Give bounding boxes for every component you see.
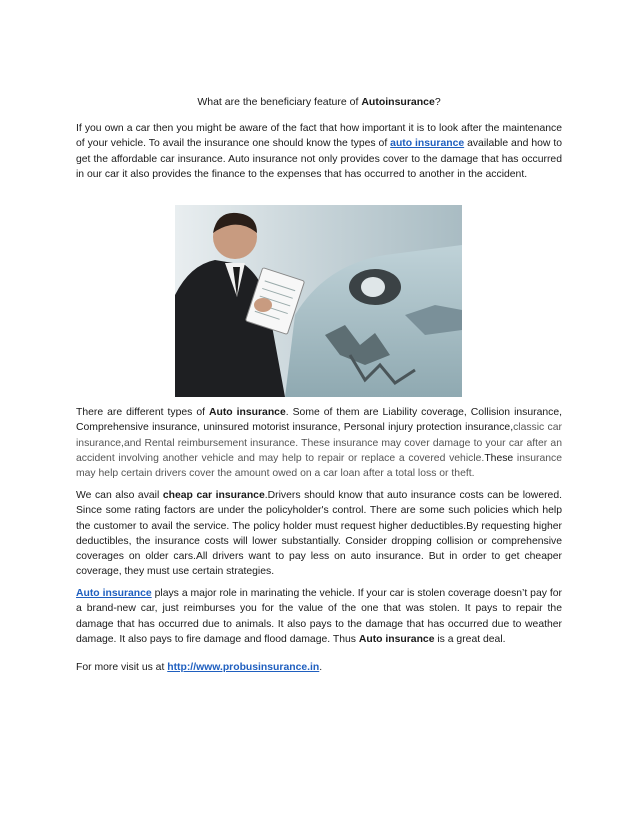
auto-insurance-link[interactable]: auto insurance bbox=[390, 138, 465, 150]
role-paragraph: Auto insurance plays a major role in marinating the vehicle. If your car is stolen coverage doesn’t pay for a brand-new car, just reimburses you for the value of the one that was stolen. It pays to repair the damage that has occurred due to animals. It also pays to the damage that has occurred due to weather damage. It also pays to fire damage and flood damage. Thus Auto insurance is a great deal. bbox=[76, 588, 562, 645]
website-link[interactable]: http://www.probusinsurance.in bbox=[167, 662, 320, 673]
title-bold: Autoinsurance bbox=[361, 96, 435, 108]
document-title: What are the beneficiary feature of Autoinsurance? bbox=[197, 96, 441, 108]
damaged-car-inspection-photo bbox=[175, 205, 462, 397]
visit-paragraph: For more visit us at http://www.probusinsurance.in. bbox=[76, 662, 323, 673]
intro-paragraph: If you own a car then you might be aware of the fact that how important it is to look after the maintenance of your vehicle. To avail the insurance one should know the types of auto insurance available and how to get the affordable car insurance. Auto insurance not only provides cover to the damage that has occurred in our car it also provides the finance to the expenses that has occurred to another in the accident. bbox=[76, 123, 562, 180]
auto-insurance-link-2[interactable]: Auto insurance bbox=[76, 588, 152, 599]
types-paragraph: There are different types of Auto insurance. Some of them are Liability coverage, Collision insurance, Comprehensive insurance, uninsured motorist insurance, Personal injury protection insurance,classic car insurance,and Rental reimbursement insurance. These insurance may cover damage to your car after an accident involving another vehicle and may help to repair or replace a covered vehicle.These insurance may help certain drivers cover the amount owed on a car loan after a total loss or theft. bbox=[76, 407, 563, 480]
cheap-insurance-paragraph: We can also avail cheap car insurance.Drivers should know that auto insurance costs can be lowered. Since some rating factors are under the policyholder's control. There are some such policies which help the customer to avail the service. The policy holder must request higher deductibles.By requesting higher deductibles, the insurance costs will lower substantially. Consider dropping collision or comprehensive coverages on older cars.All drivers want to pay less on auto insurance. But in order to get cheaper coverage, they must use certain strategies. bbox=[76, 490, 562, 578]
